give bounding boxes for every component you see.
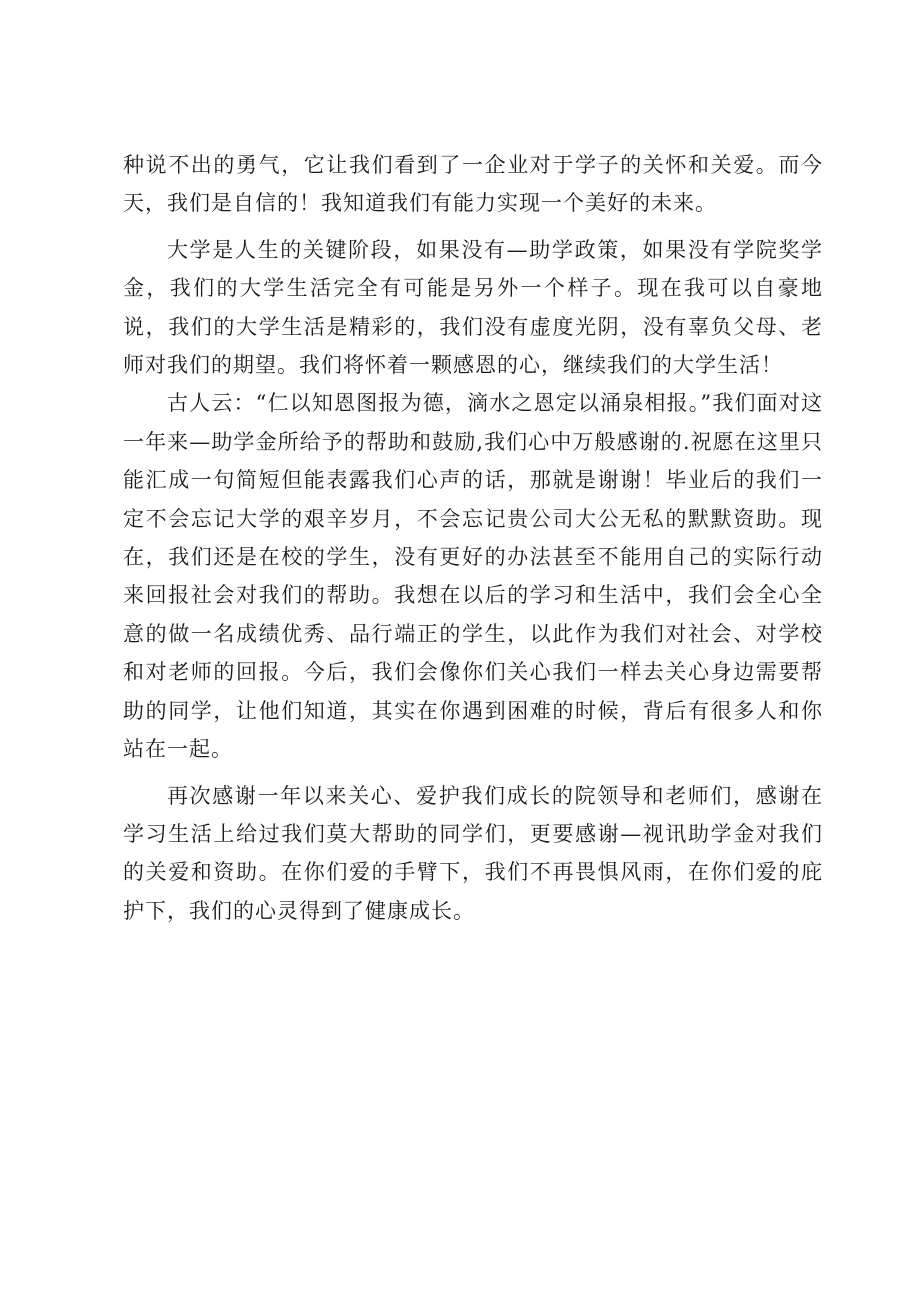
paragraph-continuation: 种说不出的勇气，它让我们看到了一企业对于学子的关怀和关爱。而今天，我们是自信的！我知道我们有能力实现一个美好的未来。 xyxy=(123,153,823,216)
paragraph-closing-thanks: 再次感谢一年以来关心、爱护我们成长的院领导和老师们，感谢在学习生活上给过我们莫大帮助的同学们，更要感谢—视讯助学金对我们的关爱和资助。在你们爱的手臂下，我们不再畏惧风雨，在你们爱的庇护下，我们的心灵得到了健康成长。 xyxy=(123,783,823,923)
paragraph-university-stage: 大学是人生的关键阶段，如果没有—助学政策，如果没有学院奖学金，我们的大学生活完全有可能是另外一个样子。现在我可以自豪地说，我们的大学生活是精彩的，我们没有虚度光阴，没有辜负父母、老师对我们的期望。我们将怀着一颗感恩的心，继续我们的大学生活！ xyxy=(123,237,823,378)
document-body xyxy=(123,146,823,930)
paragraph-gratitude-quote: 古人云：“仁以知恩图报为德，滴水之恩定以涌泉相报。”我们面对这一年来—助学金所给予的帮助和鼓励,我们心中万般感谢的.祝愿在这里只能汇成一句简短但能表露我们心声的话，那就是谢谢！毕业后的我们一定不会忘记大学的艰辛岁月，不会忘记贵公司大公无私的默默资助。现在，我们还是在校的学生，没有更好的办法甚至不能用自己的实际行动来回报社会对我们的帮助。我想在以后的学习和生活中，我们会全心全意的做一名成绩优秀、品行端正的学生，以此作为我们对社会、对学校和对老师的回报。今后，我们会像你们关心我们一样去关心身边需要帮助的同学，让他们知道，其实在你遇到困难的时候，背后有很多人和你站在一起。 xyxy=(123,391,823,762)
